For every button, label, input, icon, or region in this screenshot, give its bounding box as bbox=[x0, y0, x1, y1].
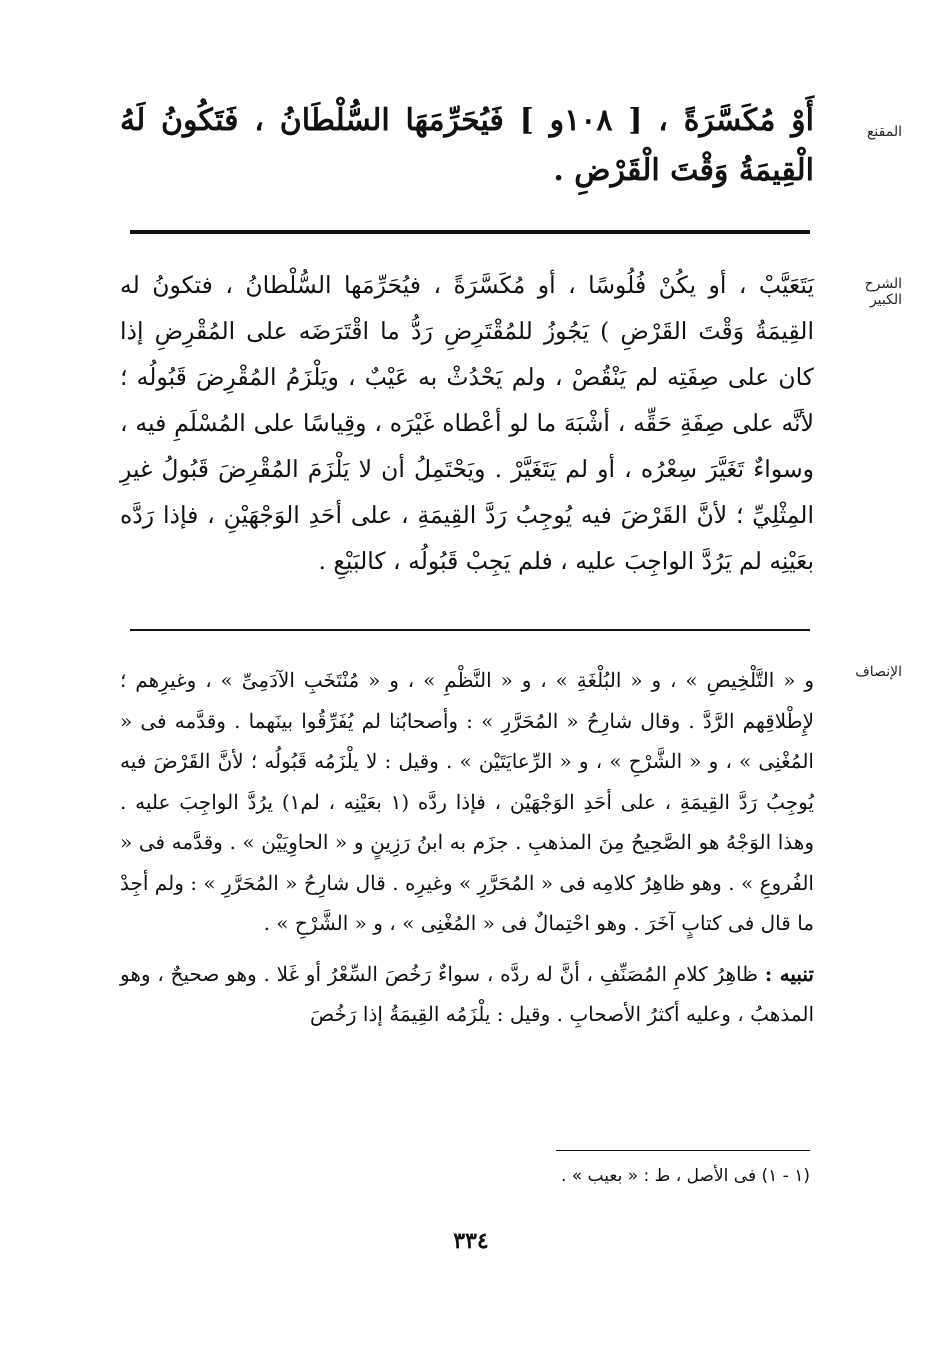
insaf-text bbox=[120, 660, 814, 1035]
insaf-paragraph-1: و « التَّلْخِيصِ » ، و « البُلْغَةِ » ، و « النَّظْمِ » ، و « مُنْتَخَبِ الآدَمِىِّ » ، وغيرِهم ؛ لإِطْلاقِهم الرَّدَّ . وقال شارِحُ « المُحَرَّرِ » : وأصحابُنا لم يُفَرِّقُوا بينَهما . وقدَّمه فى « المُغْنِى » ، و « الشَّرْحِ » ، و « الرِّعايَتَيْن » . وقيل : لا يلْزَمُه قَبُولُه ؛ لأنَّ القَرْضَ فيه يُوجِبُ رَدَّ القِيمَةِ ، على أحَدِ الوَجْهَيْن ، فإذا ردَّه (١ بعَيْنِه ، لم١) يرُدَّ الواجِبَ عليه . وهذا الوَجْهُ هو الصَّحِيحُ مِنَ المذهبِ . جزَم به ابنُ رَزِينٍ و « الحاوِيَيْن » . وقدَّمه فى « الفُروعِ » . وهو ظاهِرُ كلامِه فى « المُحَرَّرِ » وغيرِه . قال شارِحُ « المُحَرَّرِ » : ولم أجِدْ ما قال فى كتابٍ آخَرَ . وهو احْتِمالٌ فى « المُغْنِى » ، و « الشَّرْحِ » . bbox=[120, 668, 815, 935]
insaf-paragraph-2 bbox=[120, 954, 814, 1035]
sharh-label: الشرح الكبير bbox=[864, 276, 902, 308]
tanbih-lead: تنبيه : bbox=[764, 961, 814, 986]
muqni-label: المقنع bbox=[866, 124, 902, 140]
section-divider-thick bbox=[130, 230, 810, 234]
insaf-label: الإنصاف bbox=[855, 664, 902, 680]
page-number: ٣٣٤ bbox=[453, 1228, 489, 1254]
footnote-divider bbox=[556, 1150, 810, 1151]
section-divider-thin bbox=[130, 629, 810, 631]
muqni-text: أَوْ مُكَسَّرَةً ، [ ١٠٨و ] فَيُحَرِّمَهَا السُّلْطَانُ ، فَتَكُونُ لَهُ الْقِيمَةُ وَقْتَ الْقَرْضِ . bbox=[120, 103, 814, 188]
sharh-text: يَتَعَيَّبْ ، أو يكُنْ فُلُوسًا ، أو مُكَسَّرَةً ، فيُحَرِّمَها السُّلْطانُ ، فتكونُ له القِيمَةُ وَقْتَ القَرْضِ ) يَجُوزُ للمُقْتَرِضِ رَدُّ ما اقْتَرَضَه على المُقْرِضِ إذا كان على صِفَتِه لم يَنْقُصْ ، ولم يَحْدُثْ به عَيْبٌ ، ويَلْزَمُ المُقْرِضَ قَبُولُه ؛ لأنَّه على صِفَةِ حَقِّه ، أشْبَهَ ما لو أعْطاه غَيْرَه ، وقِياسًا على المُسْلَمِ فيه ، وسواءٌ تَغَيَّرَ سِعْرُه ، أو لم يَتَغَيَّرْ . ويَحْتَمِلُ أن لا يَلْزَمَ المُقْرِضَ قَبُولُ غيرِ المِثْلِيِّ ؛ لأنَّ القَرْضَ فيه يُوجِبُ رَدَّ القِيمَةِ ، على أحَدِ الوَجْهَيْنِ ، فإذا رَدَّه بعَيْنِه لم يَرُدَّ الواجِبَ عليه ، فلم يَجِبْ قَبُولُه ، كالبَيْعِ . bbox=[120, 271, 814, 575]
footnote: (١ - ١) فى الأصل ، ط : « بعيب » . bbox=[560, 1166, 810, 1186]
muqni-section bbox=[120, 96, 902, 196]
insaf-section bbox=[120, 660, 902, 1035]
insaf-paragraph-2-text: ظاهِرُ كلامِ المُصَنِّفِ ، أنَّ له ردَّه ، سواءٌ رَخُصَ السِّعْرُ أو غَلا . وهو صحيحٌ ، وهو المذهبُ ، وعليه أكثرُ الأصحابِ . وقيل : يلْزَمُه القِيمَةُ إذا رَخُصَ bbox=[120, 961, 814, 1026]
sharh-section bbox=[120, 262, 902, 584]
